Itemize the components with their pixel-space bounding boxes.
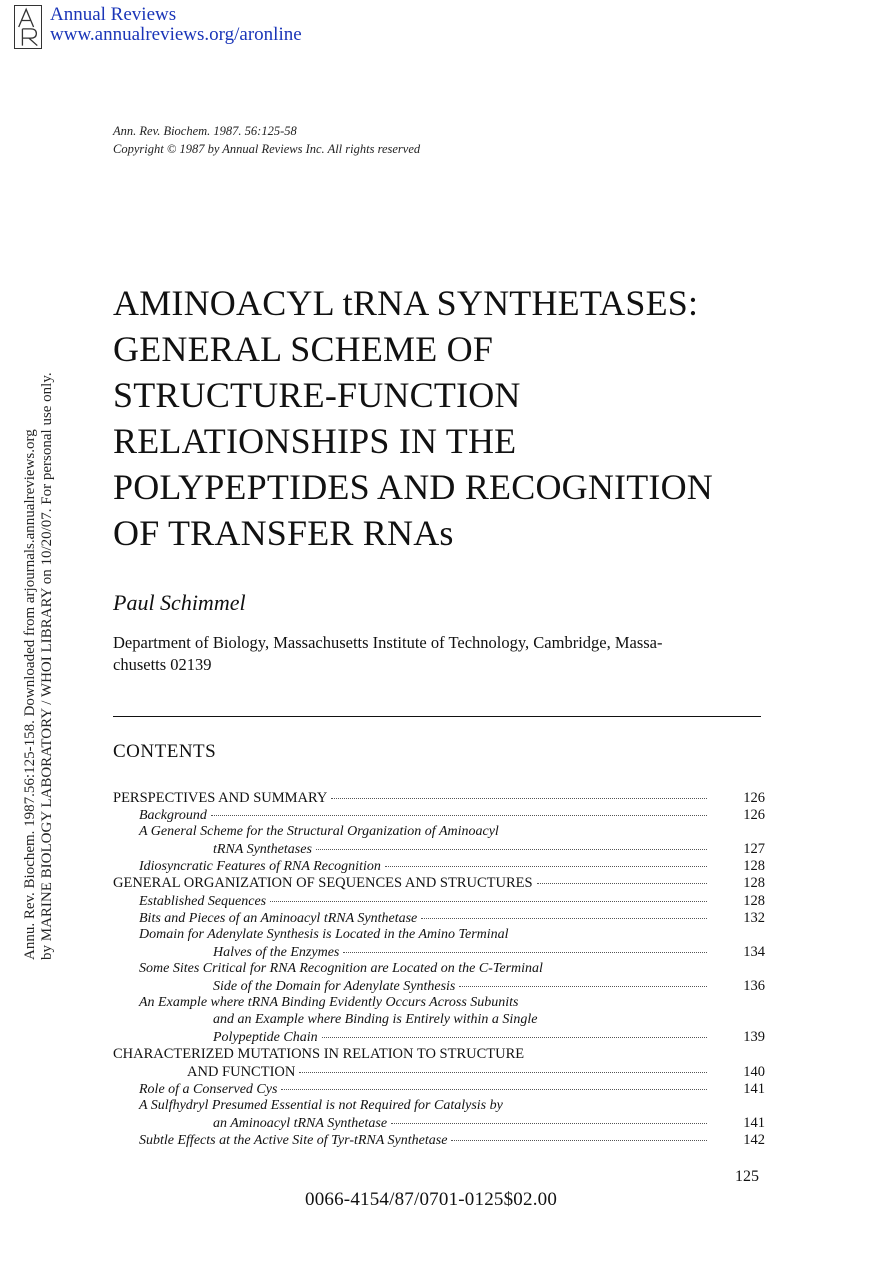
- toc-entry-title: Polypeptide Chain: [213, 1030, 318, 1046]
- toc-entry-page: 128: [743, 892, 765, 909]
- toc-entry[interactable]: [113, 1046, 765, 1063]
- toc-entry-page: 141: [743, 1080, 765, 1097]
- leader-dots: [211, 815, 707, 816]
- toc-entry[interactable]: [113, 1081, 765, 1098]
- toc-entry-title: Bits and Pieces of an Aminoacyl tRNA Synthetase: [139, 910, 418, 926]
- title-line: AMINOACYL tRNA SYNTHETASES:: [113, 283, 699, 323]
- leader-dots: [459, 986, 707, 987]
- leader-dots: [343, 952, 707, 953]
- table-of-contents: [113, 790, 765, 1149]
- toc-entry-title: A General Scheme for the Structural Organization of Aminoacyl: [139, 824, 499, 840]
- toc-entry-page: 141: [743, 1114, 765, 1131]
- toc-entry[interactable]: [113, 1064, 765, 1081]
- toc-entry[interactable]: [113, 824, 765, 841]
- article-title: [113, 280, 833, 556]
- section-divider: [113, 716, 761, 717]
- affiliation-line-1: Department of Biology, Massachusetts Institute of Technology, Cambridge, Massa-: [113, 633, 663, 652]
- toc-entry[interactable]: [113, 893, 765, 910]
- download-notice-line-1: Annu. Rev. Biochem. 1987.56:125-158. Downloaded from arjournals.annualreviews.org: [22, 429, 38, 960]
- toc-entry-title: Side of the Domain for Adenylate Synthesis: [213, 979, 456, 995]
- toc-entry[interactable]: [113, 841, 765, 858]
- toc-entry-title: PERSPECTIVES AND SUMMARY: [113, 790, 328, 806]
- affiliation-line-2: chusetts 02139: [113, 655, 212, 674]
- toc-entry[interactable]: [113, 875, 765, 892]
- toc-entry-title: AND FUNCTION: [187, 1063, 296, 1080]
- toc-entry[interactable]: [113, 1098, 765, 1115]
- toc-entry[interactable]: [113, 978, 765, 995]
- toc-entry-title: Established Sequences: [139, 893, 267, 909]
- toc-entry-title: Subtle Effects at the Active Site of Tyr-tRNA Synthetase: [139, 1132, 448, 1148]
- toc-entry-title: and an Example where Binding is Entirely within a Single: [213, 1012, 538, 1028]
- toc-entry-title: CHARACTERIZED MUTATIONS IN RELATION TO STRUCTURE: [113, 1046, 525, 1063]
- toc-entry[interactable]: [113, 1132, 765, 1149]
- toc-entry-title: An Example where tRNA Binding Evidently Occurs Across Subunits: [139, 995, 519, 1011]
- toc-entry-title: Halves of the Enzymes: [213, 944, 340, 960]
- toc-entry[interactable]: [113, 1012, 765, 1029]
- toc-entry-page: 134: [743, 943, 765, 960]
- publisher-header: [50, 5, 302, 45]
- download-notice-line-2: by MARINE BIOLOGY LABORATORY / WHOI LIBRARY on 10/20/07. For personal use only.: [39, 372, 55, 960]
- leader-dots: [331, 798, 707, 799]
- title-line: STRUCTURE-FUNCTION: [113, 375, 521, 415]
- leader-dots: [270, 901, 707, 902]
- toc-entry-page: 126: [743, 790, 765, 806]
- author-name: Paul Schimmel: [113, 590, 246, 615]
- toc-entry[interactable]: [113, 790, 765, 807]
- journal-citation: [113, 122, 420, 158]
- title-line: GENERAL SCHEME OF: [113, 329, 494, 369]
- leader-dots: [322, 1037, 707, 1038]
- title-line: POLYPEPTIDES AND RECOGNITION: [113, 467, 714, 507]
- download-notice: [22, 372, 56, 960]
- toc-entry[interactable]: [113, 995, 765, 1012]
- author-affiliation: [113, 632, 768, 676]
- toc-entry[interactable]: [113, 1029, 765, 1046]
- toc-entry[interactable]: [113, 858, 765, 875]
- toc-entry[interactable]: [113, 807, 765, 824]
- page-number: 125: [735, 1168, 759, 1185]
- toc-entry-page: 142: [743, 1131, 765, 1148]
- toc-entry-page: 132: [743, 909, 765, 926]
- leader-dots: [281, 1089, 707, 1090]
- leader-dots: [316, 849, 707, 850]
- toc-entry[interactable]: [113, 944, 765, 961]
- annual-reviews-logo: [14, 5, 42, 49]
- toc-entry-title: Domain for Adenylate Synthesis is Located in the Amino Terminal: [139, 926, 509, 942]
- contents-heading: CONTENTS: [113, 741, 217, 762]
- toc-entry[interactable]: [113, 927, 765, 944]
- toc-entry-title: Background: [139, 808, 207, 824]
- toc-entry[interactable]: [113, 961, 765, 978]
- title-line: OF TRANSFER RNAs: [113, 513, 454, 553]
- article-code: 0066-4154/87/0701-0125$02.00: [305, 1189, 558, 1210]
- toc-entry-page: 126: [743, 807, 765, 824]
- citation-line-1: Ann. Rev. Biochem. 1987. 56:125-58: [113, 124, 297, 138]
- toc-entry-page: 136: [743, 978, 765, 995]
- toc-entry-title: tRNA Synthetases: [213, 842, 312, 858]
- title-line: RELATIONSHIPS IN THE: [113, 421, 517, 461]
- leader-dots: [537, 883, 707, 884]
- toc-entry-title: an Aminoacyl tRNA Synthetase: [213, 1115, 388, 1131]
- toc-entry[interactable]: [113, 1115, 765, 1132]
- toc-entry-page: 139: [743, 1029, 765, 1046]
- toc-entry-page: 128: [743, 875, 765, 892]
- leader-dots: [391, 1123, 707, 1124]
- publisher-name[interactable]: Annual Reviews: [50, 4, 177, 25]
- toc-entry-title: GENERAL ORGANIZATION OF SEQUENCES AND STRUCTURES: [113, 875, 533, 892]
- leader-dots: [451, 1140, 707, 1141]
- leader-dots: [421, 918, 707, 919]
- toc-entry-title: Idiosyncratic Features of RNA Recognition: [139, 859, 381, 875]
- toc-entry-page: 128: [743, 858, 765, 875]
- citation-line-2: Copyright © 1987 by Annual Reviews Inc. All rights reserved: [113, 142, 421, 156]
- toc-entry-title: A Sulfhydryl Presumed Essential is not Required for Catalysis by: [139, 1097, 503, 1113]
- annual-reviews-logo-mark: [15, 6, 41, 48]
- leader-dots: [299, 1072, 707, 1073]
- publisher-url[interactable]: www.annualreviews.org/aronline: [50, 24, 302, 45]
- toc-entry-title: Some Sites Critical for RNA Recognition are Located on the C-Terminal: [139, 960, 543, 976]
- toc-entry-page: 127: [743, 841, 765, 858]
- toc-entry-page: 140: [743, 1063, 765, 1080]
- leader-dots: [385, 866, 707, 867]
- toc-entry[interactable]: [113, 910, 765, 927]
- toc-entry-title: Role of a Conserved Cys: [139, 1081, 278, 1097]
